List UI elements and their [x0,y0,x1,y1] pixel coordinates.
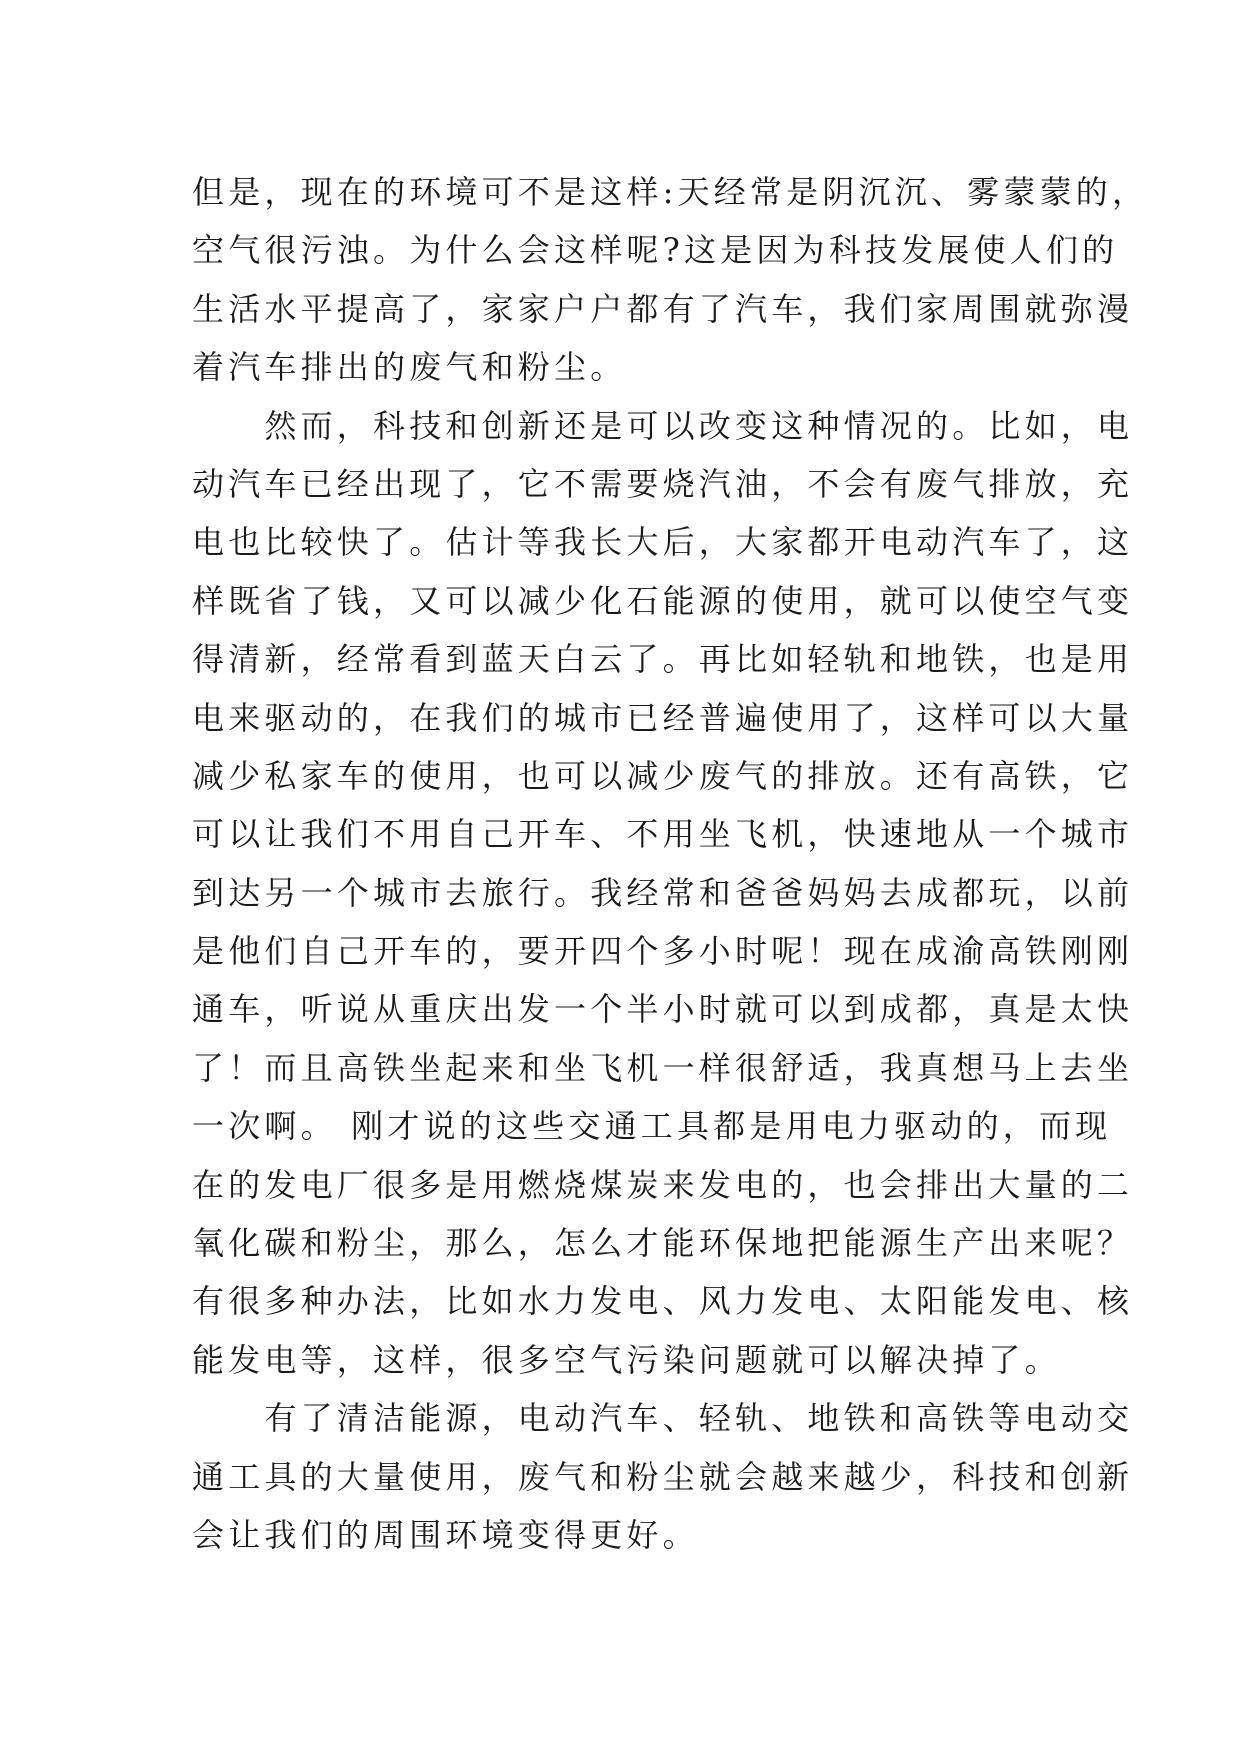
text-line: 了！而且高铁坐起来和坐飞机一样很舒适，我真想马上去坐 [192,1048,1134,1087]
text-line: 得清新，经常看到蓝天白云了。再比如轻轨和地铁，也是用 [192,640,1134,679]
text-line: 着汽车排出的废气和粉尘。 [192,348,627,387]
essay-body [192,163,1149,1564]
text-line: 可以让我们不用自己开车、不用坐飞机，快速地从一个城市 [192,815,1134,854]
text-line: 氧化碳和粉尘，那么，怎么才能环保地把能源生产出来呢？ [192,1224,1134,1263]
text-line: 会让我们的周围环境变得更好。 [192,1515,699,1554]
text-line: 减少私家车的使用，也可以减少废气的排放。还有高铁，它 [192,756,1134,795]
text-line: 电也比较快了。估计等我长大后，大家都开电动汽车了，这 [192,523,1134,562]
text-line: 到达另一个城市去旅行。我经常和爸爸妈妈去成都玩，以前 [192,873,1134,912]
text-line: 是他们自己开车的，要开四个多小时呢！现在成渝高铁刚刚 [192,932,1134,971]
text-line: 生活水平提高了，家家户户都有了汽车，我们家周围就弥漫 [192,289,1134,328]
text-line: 空气很污浊。为什么会这样呢?这是因为科技发展使人们的 [192,231,1119,270]
text-line: 有很多种办法，比如水力发电、风力发电、太阳能发电、核 [192,1282,1134,1321]
text-line: 然而，科技和创新还是可以改变这种情况的。比如，电 [192,406,1134,445]
text-line: 一次啊。 刚才说的这些交通工具都是用电力驱动的，而现 [192,1107,1112,1146]
text-line: 电来驱动的，在我们的城市已经普遍使用了，这样可以大量 [192,698,1134,737]
text-line: 动汽车已经出现了，它不需要烧汽油，不会有废气排放，充 [192,464,1134,503]
text-line: 通车，听说从重庆出发一个半小时就可以到成都，真是太快 [192,990,1134,1029]
text-line: 但是，现在的环境可不是这样:天经常是阴沉沉、雾蒙蒙的， [192,173,1149,211]
text-line: 有了清洁能源，电动汽车、轻轨、地铁和高铁等电动交 [192,1399,1134,1438]
text-line: 通工具的大量使用，废气和粉尘就会越来越少，科技和创新 [192,1457,1134,1496]
text-line: 在的发电厂很多是用燃烧煤炭来发电的，也会排出大量的二 [192,1165,1134,1204]
text-line: 样既省了钱，又可以减少化石能源的使用，就可以使空气变 [192,581,1134,620]
text-line: 能发电等，这样，很多空气污染问题就可以解决掉了。 [192,1340,1061,1379]
